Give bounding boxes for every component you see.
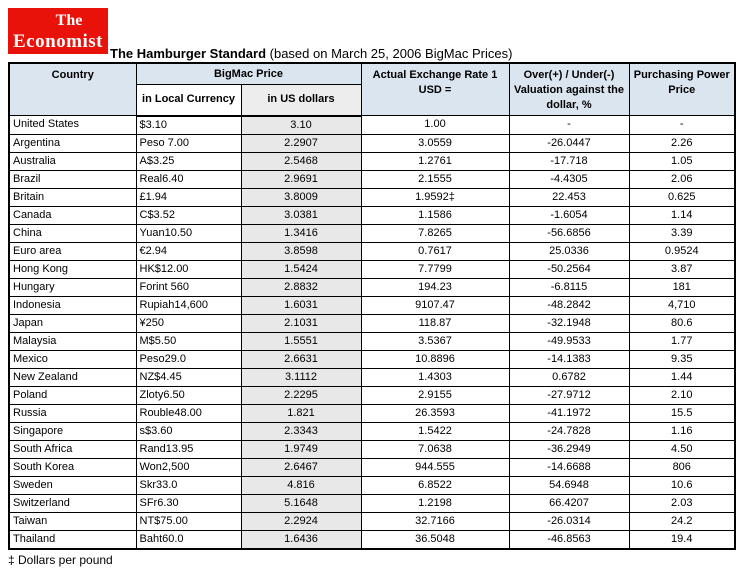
cell-purchasing-power: 3.39 bbox=[629, 224, 735, 242]
cell-usd-price: 2.2295 bbox=[241, 386, 361, 404]
table-row bbox=[9, 116, 735, 135]
cell-local-price: Rand13.95 bbox=[136, 440, 241, 458]
table-row bbox=[9, 458, 735, 476]
bigmac-index-table bbox=[8, 62, 736, 550]
cell-usd-price: 1.821 bbox=[241, 404, 361, 422]
cell-usd-price: 2.8832 bbox=[241, 278, 361, 296]
cell-country: China bbox=[9, 224, 136, 242]
cell-purchasing-power: 0.625 bbox=[629, 188, 735, 206]
cell-valuation: -17.718 bbox=[509, 152, 629, 170]
cell-country: Hong Kong bbox=[9, 260, 136, 278]
cell-exchange-rate: 1.00 bbox=[361, 116, 509, 135]
page-header bbox=[0, 0, 741, 62]
cell-valuation: -32.1948 bbox=[509, 314, 629, 332]
cell-usd-price: 4.816 bbox=[241, 476, 361, 494]
cell-valuation: 0.6782 bbox=[509, 368, 629, 386]
cell-country: Brazil bbox=[9, 170, 136, 188]
cell-usd-price: 3.1112 bbox=[241, 368, 361, 386]
cell-country: United States bbox=[9, 116, 136, 135]
cell-valuation: -41.1972 bbox=[509, 404, 629, 422]
cell-purchasing-power: 80.6 bbox=[629, 314, 735, 332]
table-row bbox=[9, 242, 735, 260]
cell-exchange-rate: 7.0638 bbox=[361, 440, 509, 458]
table-row bbox=[9, 278, 735, 296]
cell-valuation: -1.6054 bbox=[509, 206, 629, 224]
cell-country: New Zealand bbox=[9, 368, 136, 386]
cell-purchasing-power: 2.10 bbox=[629, 386, 735, 404]
cell-exchange-rate: 944.555 bbox=[361, 458, 509, 476]
cell-country: Taiwan bbox=[9, 512, 136, 530]
cell-exchange-rate: 2.9155 bbox=[361, 386, 509, 404]
cell-purchasing-power: 3.87 bbox=[629, 260, 735, 278]
cell-valuation: -27.9712 bbox=[509, 386, 629, 404]
table-row bbox=[9, 152, 735, 170]
cell-local-price: Yuan10.50 bbox=[136, 224, 241, 242]
cell-country: Malaysia bbox=[9, 332, 136, 350]
cell-purchasing-power: - bbox=[629, 116, 735, 135]
cell-local-price: ¥250 bbox=[136, 314, 241, 332]
cell-local-price: HK$12.00 bbox=[136, 260, 241, 278]
cell-valuation: -49.9533 bbox=[509, 332, 629, 350]
col-header-purchasing-power: Purchasing Power Price bbox=[629, 63, 735, 116]
cell-country: Hungary bbox=[9, 278, 136, 296]
col-header-country: Country bbox=[9, 63, 136, 116]
cell-usd-price: 1.5424 bbox=[241, 260, 361, 278]
cell-valuation: 22.453 bbox=[509, 188, 629, 206]
cell-exchange-rate: 26.3593 bbox=[361, 404, 509, 422]
cell-valuation: 54.6948 bbox=[509, 476, 629, 494]
cell-local-price: Peso 7.00 bbox=[136, 134, 241, 152]
cell-country: Mexico bbox=[9, 350, 136, 368]
table-row bbox=[9, 350, 735, 368]
table-row bbox=[9, 314, 735, 332]
cell-purchasing-power: 9.35 bbox=[629, 350, 735, 368]
cell-local-price: Peso29.0 bbox=[136, 350, 241, 368]
cell-country: Singapore bbox=[9, 422, 136, 440]
cell-local-price: Won2,500 bbox=[136, 458, 241, 476]
cell-exchange-rate: 1.4303 bbox=[361, 368, 509, 386]
cell-purchasing-power: 15.5 bbox=[629, 404, 735, 422]
cell-usd-price: 2.5468 bbox=[241, 152, 361, 170]
cell-usd-price: 3.0381 bbox=[241, 206, 361, 224]
cell-local-price: C$3.52 bbox=[136, 206, 241, 224]
cell-usd-price: 3.8009 bbox=[241, 188, 361, 206]
cell-usd-price: 2.2907 bbox=[241, 134, 361, 152]
cell-exchange-rate: 1.1586 bbox=[361, 206, 509, 224]
cell-local-price: €2.94 bbox=[136, 242, 241, 260]
table-header bbox=[9, 63, 735, 116]
cell-country: Japan bbox=[9, 314, 136, 332]
cell-local-price: Real6.40 bbox=[136, 170, 241, 188]
cell-local-price: Skr33.0 bbox=[136, 476, 241, 494]
cell-purchasing-power: 2.06 bbox=[629, 170, 735, 188]
cell-country: South Korea bbox=[9, 458, 136, 476]
cell-local-price: Rupiah14,600 bbox=[136, 296, 241, 314]
table-row bbox=[9, 224, 735, 242]
cell-purchasing-power: 10.6 bbox=[629, 476, 735, 494]
cell-country: South Africa bbox=[9, 440, 136, 458]
table-row bbox=[9, 296, 735, 314]
cell-exchange-rate: 1.5422 bbox=[361, 422, 509, 440]
table-row bbox=[9, 494, 735, 512]
cell-purchasing-power: 2.03 bbox=[629, 494, 735, 512]
cell-purchasing-power: 4.50 bbox=[629, 440, 735, 458]
cell-exchange-rate: 36.5048 bbox=[361, 530, 509, 549]
title-subtitle: (based on March 25, 2006 BigMac Prices) bbox=[266, 46, 513, 61]
cell-country: Thailand bbox=[9, 530, 136, 549]
cell-usd-price: 1.6031 bbox=[241, 296, 361, 314]
cell-purchasing-power: 24.2 bbox=[629, 512, 735, 530]
cell-valuation: -14.6688 bbox=[509, 458, 629, 476]
cell-valuation: -6.8115 bbox=[509, 278, 629, 296]
cell-valuation: -36.2949 bbox=[509, 440, 629, 458]
cell-purchasing-power: 1.14 bbox=[629, 206, 735, 224]
table-row bbox=[9, 476, 735, 494]
cell-valuation: -46.8563 bbox=[509, 530, 629, 549]
cell-exchange-rate: 2.1555 bbox=[361, 170, 509, 188]
cell-usd-price: 1.5551 bbox=[241, 332, 361, 350]
cell-purchasing-power: 2.26 bbox=[629, 134, 735, 152]
cell-purchasing-power: 4,710 bbox=[629, 296, 735, 314]
logo-text-economist: Economist bbox=[13, 31, 103, 52]
cell-local-price: Zloty6.50 bbox=[136, 386, 241, 404]
cell-usd-price: 2.6631 bbox=[241, 350, 361, 368]
cell-usd-price: 5.1648 bbox=[241, 494, 361, 512]
cell-exchange-rate: 1.9592‡ bbox=[361, 188, 509, 206]
cell-valuation: 25.0336 bbox=[509, 242, 629, 260]
cell-usd-price: 1.9749 bbox=[241, 440, 361, 458]
table-row bbox=[9, 170, 735, 188]
cell-purchasing-power: 1.05 bbox=[629, 152, 735, 170]
cell-valuation: -56.6856 bbox=[509, 224, 629, 242]
title-main: The Hamburger Standard bbox=[110, 46, 267, 61]
footnote: ‡ Dollars per pound bbox=[8, 552, 113, 567]
cell-valuation: - bbox=[509, 116, 629, 135]
cell-usd-price: 2.3343 bbox=[241, 422, 361, 440]
cell-local-price: SFr6.30 bbox=[136, 494, 241, 512]
table-row bbox=[9, 368, 735, 386]
cell-local-price: Baht60.0 bbox=[136, 530, 241, 549]
cell-usd-price: 3.10 bbox=[241, 116, 361, 135]
cell-exchange-rate: 3.0559 bbox=[361, 134, 509, 152]
col-header-bigmac-price: BigMac Price bbox=[136, 63, 361, 85]
cell-exchange-rate: 7.7799 bbox=[361, 260, 509, 278]
table-row bbox=[9, 260, 735, 278]
cell-exchange-rate: 10.8896 bbox=[361, 350, 509, 368]
cell-exchange-rate: 32.7166 bbox=[361, 512, 509, 530]
cell-exchange-rate: 6.8522 bbox=[361, 476, 509, 494]
cell-country: Euro area bbox=[9, 242, 136, 260]
cell-purchasing-power: 1.44 bbox=[629, 368, 735, 386]
col-header-local-currency: in Local Currency bbox=[136, 85, 241, 116]
cell-exchange-rate: 9107.47 bbox=[361, 296, 509, 314]
cell-local-price: A$3.25 bbox=[136, 152, 241, 170]
cell-exchange-rate: 1.2761 bbox=[361, 152, 509, 170]
col-header-exchange-rate: Actual Exchange Rate 1 USD = bbox=[361, 63, 509, 116]
table-row bbox=[9, 530, 735, 549]
cell-purchasing-power: 1.16 bbox=[629, 422, 735, 440]
cell-country: Australia bbox=[9, 152, 136, 170]
cell-valuation: -24.7828 bbox=[509, 422, 629, 440]
cell-local-price: £1.94 bbox=[136, 188, 241, 206]
cell-valuation: -14.1383 bbox=[509, 350, 629, 368]
cell-purchasing-power: 806 bbox=[629, 458, 735, 476]
table-row bbox=[9, 440, 735, 458]
table-row bbox=[9, 188, 735, 206]
cell-exchange-rate: 0.7617 bbox=[361, 242, 509, 260]
cell-exchange-rate: 3.5367 bbox=[361, 332, 509, 350]
table-row bbox=[9, 134, 735, 152]
cell-exchange-rate: 118.87 bbox=[361, 314, 509, 332]
cell-usd-price: 3.8598 bbox=[241, 242, 361, 260]
cell-country: Canada bbox=[9, 206, 136, 224]
table-row bbox=[9, 512, 735, 530]
col-header-us-dollars: in US dollars bbox=[241, 85, 361, 116]
cell-exchange-rate: 7.8265 bbox=[361, 224, 509, 242]
cell-usd-price: 2.2924 bbox=[241, 512, 361, 530]
cell-local-price: M$5.50 bbox=[136, 332, 241, 350]
table-row bbox=[9, 332, 735, 350]
table-body bbox=[9, 116, 735, 549]
cell-country: Britain bbox=[9, 188, 136, 206]
cell-usd-price: 2.1031 bbox=[241, 314, 361, 332]
col-header-valuation: Over(+) / Under(-) Valuation against the dollar, % bbox=[509, 63, 629, 116]
cell-local-price: Rouble48.00 bbox=[136, 404, 241, 422]
cell-usd-price: 1.6436 bbox=[241, 530, 361, 549]
page-title bbox=[110, 46, 512, 61]
cell-usd-price: 2.6467 bbox=[241, 458, 361, 476]
cell-country: Argentina bbox=[9, 134, 136, 152]
cell-country: Indonesia bbox=[9, 296, 136, 314]
cell-country: Sweden bbox=[9, 476, 136, 494]
cell-exchange-rate: 194.23 bbox=[361, 278, 509, 296]
table-row bbox=[9, 404, 735, 422]
cell-purchasing-power: 0.9524 bbox=[629, 242, 735, 260]
cell-country: Russia bbox=[9, 404, 136, 422]
cell-local-price: Forint 560 bbox=[136, 278, 241, 296]
cell-purchasing-power: 1.77 bbox=[629, 332, 735, 350]
cell-purchasing-power: 181 bbox=[629, 278, 735, 296]
cell-valuation: -26.0447 bbox=[509, 134, 629, 152]
cell-usd-price: 2.9691 bbox=[241, 170, 361, 188]
cell-local-price: NT$75.00 bbox=[136, 512, 241, 530]
cell-country: Poland bbox=[9, 386, 136, 404]
cell-exchange-rate: 1.2198 bbox=[361, 494, 509, 512]
logo-text-the: The bbox=[55, 12, 83, 29]
cell-country: Switzerland bbox=[9, 494, 136, 512]
cell-valuation: 66.4207 bbox=[509, 494, 629, 512]
table-row bbox=[9, 422, 735, 440]
cell-local-price: NZ$4.45 bbox=[136, 368, 241, 386]
cell-valuation: -26.0314 bbox=[509, 512, 629, 530]
cell-purchasing-power: 19.4 bbox=[629, 530, 735, 549]
economist-logo bbox=[8, 8, 108, 54]
cell-valuation: -4.4305 bbox=[509, 170, 629, 188]
table-row bbox=[9, 386, 735, 404]
cell-valuation: -48.2842 bbox=[509, 296, 629, 314]
cell-local-price: $3.10 bbox=[136, 116, 241, 135]
cell-local-price: s$3.60 bbox=[136, 422, 241, 440]
table-row bbox=[9, 206, 735, 224]
cell-valuation: -50.2564 bbox=[509, 260, 629, 278]
cell-usd-price: 1.3416 bbox=[241, 224, 361, 242]
